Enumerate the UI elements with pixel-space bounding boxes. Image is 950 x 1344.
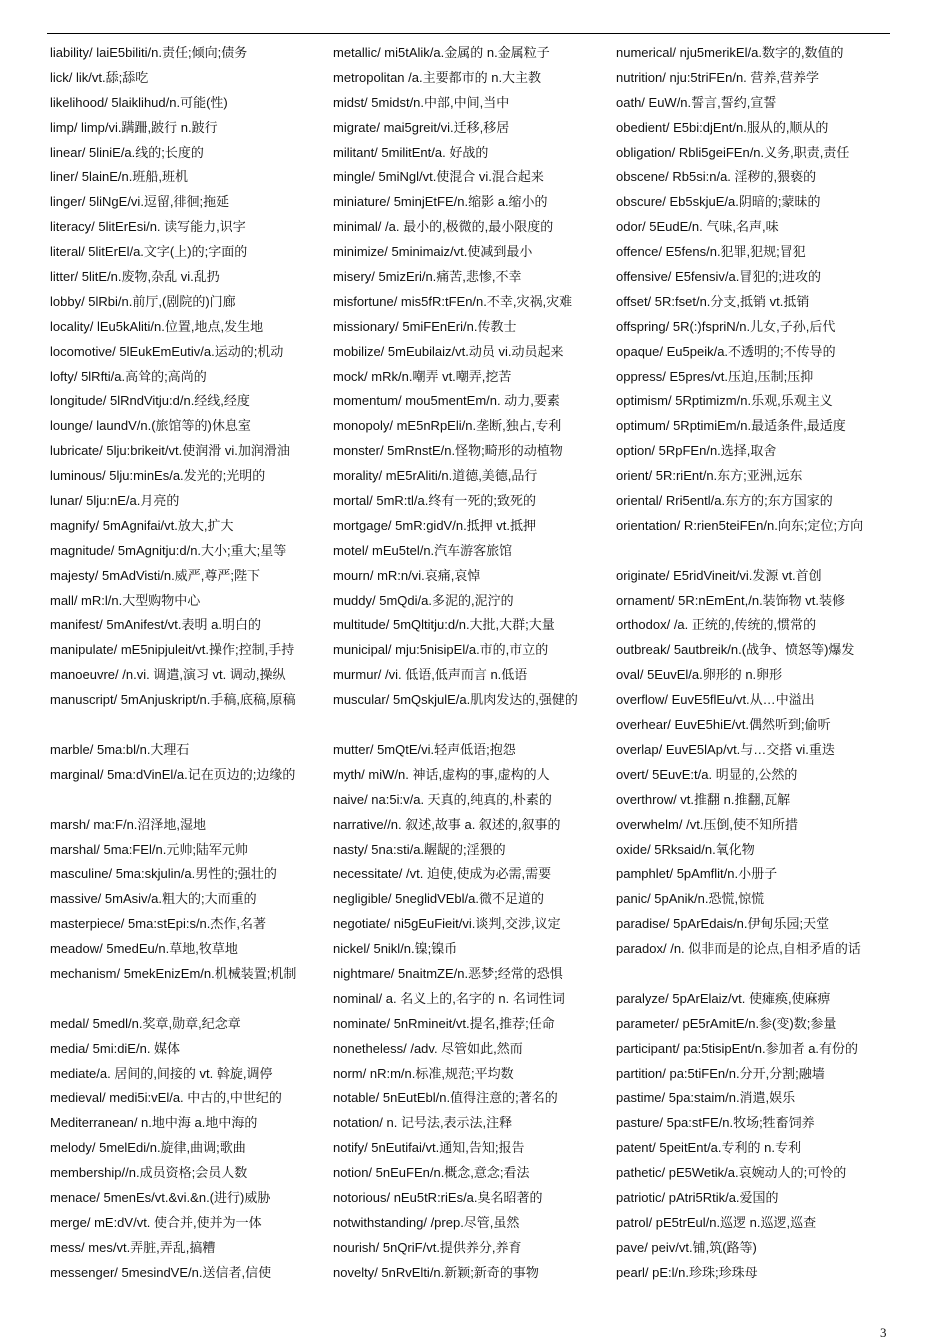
vocab-entry: outbreak/ 5autbreik/n.(战争、愤怒等)爆发 bbox=[616, 642, 855, 658]
vocab-entry: obscure/ Eb5skjuE/a.阴暗的;蒙昧的 bbox=[616, 194, 821, 210]
vocab-entry: masterpiece/ 5ma:stEpi:s/n.杰作,名著 bbox=[50, 916, 267, 932]
vocab-entry: oppress/ E5pres/vt.压迫,压制;压抑 bbox=[616, 368, 814, 384]
vocab-entry: minimize/ 5minimaiz/vt.使减到最小 bbox=[333, 244, 533, 260]
vocab-entry: messenger/ 5mesindVE/n.送信者,信使 bbox=[50, 1264, 272, 1280]
vocab-entry: mechanism/ 5mekEnizEm/n.机械装置;机制 bbox=[50, 965, 297, 981]
vocab-entry: myth/ miW/n. 神话,虚构的事,虚构的人 bbox=[333, 766, 550, 782]
vocab-entry: patrol/ pE5trEul/n.巡逻 n.巡逻,巡查 bbox=[616, 1214, 817, 1230]
vocab-entry: masculine/ 5ma:skjulin/a.男性的;强壮的 bbox=[50, 866, 277, 882]
vocab-entry: offspring/ 5R(:)fspriN/n.儿女,子孙,后代 bbox=[616, 318, 836, 334]
vocab-entry: monster/ 5mRnstE/n.怪物;畸形的动植物 bbox=[333, 443, 563, 459]
vocab-entry: longitude/ 5lRndVitju:d/n.经线,经度 bbox=[50, 393, 250, 409]
vocab-entry: lubricate/ 5lju:brikeit/vt.使润滑 vi.加润滑油 bbox=[50, 443, 290, 459]
vocab-entry: manifest/ 5mAnifest/vt.表明 a.明白的 bbox=[50, 617, 261, 633]
vocab-entry: liability/ laiE5biliti/n.责任;倾向;债务 bbox=[50, 45, 248, 60]
vocab-entry: obedient/ E5bi:djEnt/n.服从的,顺从的 bbox=[616, 119, 829, 135]
vocab-entry: obligation/ Rbli5geiFEn/n.义务,职责,责任 bbox=[616, 144, 850, 160]
vocab-entry: novelty/ 5nRvElti/n.新颖;新奇的事物 bbox=[333, 1264, 539, 1280]
vocab-entry: monopoly/ mE5nRpEli/n.垄断,独占,专利 bbox=[333, 418, 562, 434]
vocab-entry: manipulate/ mE5nipjuleit/vt.操作;控制,手持 bbox=[50, 642, 295, 658]
vocab-entry: literacy/ 5litErEsi/n. 读写能力,识字 bbox=[50, 219, 246, 235]
vocab-entry: patent/ 5peitEnt/a.专利的 n.专利 bbox=[616, 1140, 801, 1156]
vocab-entry: overwhelm/ /vt.压倒,使不知所措 bbox=[616, 816, 799, 832]
vocab-entry: optimism/ 5Rptimizm/n.乐观,乐观主义 bbox=[616, 393, 833, 409]
vocab-entry: metallic/ mi5tAlik/a.金属的 n.金属粒子 bbox=[333, 45, 550, 60]
vocab-entry: panic/ 5pAnik/n.恐慌,惊慌 bbox=[616, 891, 765, 907]
vocab-entry: massive/ 5mAsiv/a.粗大的;大而重的 bbox=[50, 891, 257, 907]
vocab-entry: muddy/ 5mQdi/a.多泥的,泥泞的 bbox=[333, 592, 514, 608]
vocab-entry: notion/ 5nEuFEn/n.概念,意念;看法 bbox=[333, 1165, 530, 1181]
blank-line bbox=[333, 713, 615, 738]
vocab-entry: nominate/ 5nRmineit/vt.提名,推荐;任命 bbox=[333, 1015, 555, 1031]
vocab-entry: paralyze/ 5pArElaiz/vt. 使瘫痪,使麻痹 bbox=[616, 990, 831, 1006]
vocab-entry: notwithstanding/ /prep.尽管,虽然 bbox=[333, 1214, 520, 1230]
column-3 bbox=[616, 41, 906, 1286]
vocab-entry: marginal/ 5ma:dVinEl/a.记在页边的;边缘的 bbox=[50, 766, 296, 782]
vocab-entry: medal/ 5medl/n.奖章,勋章,纪念章 bbox=[50, 1015, 241, 1031]
vocab-entry: missionary/ 5miFEnEri/n.传教士 bbox=[333, 318, 517, 334]
vocab-entry: majesty/ 5mAdVisti/n.威严,尊严;陛下 bbox=[50, 567, 260, 583]
vocab-entry: liner/ 5lainE/n.班船,班机 bbox=[50, 169, 188, 185]
vocab-entry: metropolitan /a.主要都市的 n.大主教 bbox=[333, 69, 542, 85]
vocab-entry: offset/ 5R:fset/n.分支,抵销 vt.抵销 bbox=[616, 293, 810, 309]
blank-line bbox=[50, 713, 332, 738]
vocab-entry: originate/ E5ridVineit/vi.发源 vt.首创 bbox=[616, 567, 822, 583]
vocab-entry: lounge/ laundV/n.(旅馆等的)休息室 bbox=[50, 418, 251, 434]
vocab-entry: mutter/ 5mQtE/vi.轻声低语;抱怨 bbox=[333, 741, 516, 757]
vocab-entry: nasty/ 5na:sti/a.龌龊的;淫猥的 bbox=[333, 841, 506, 857]
vocab-entry: manoeuvre/ /n.vi. 调遣,演习 vt. 调动,操纵 bbox=[50, 667, 286, 683]
vocab-entry: notify/ 5nEutifai/vt.通知,告知;报告 bbox=[333, 1140, 525, 1156]
top-rule bbox=[47, 33, 890, 34]
vocab-entry: lick/ lik/vt.舔;舔吃 bbox=[50, 69, 149, 85]
blank-line bbox=[616, 539, 906, 564]
vocab-entry: negotiate/ ni5gEuFieit/vi.谈判,交涉,议定 bbox=[333, 916, 561, 932]
vocab-entry: mortgage/ 5mR:gidV/n.抵押 vt.抵押 bbox=[333, 517, 537, 533]
vocab-entry: muscular/ 5mQskjulE/a.肌肉发达的,强健的 bbox=[333, 692, 578, 708]
vocab-entry: narrative//n. 叙述,故事 a. 叙述的,叙事的 bbox=[333, 816, 561, 832]
vocab-entry: mock/ mRk/n.嘲弄 vt.嘲弄,挖苦 bbox=[333, 368, 512, 384]
vocab-entry: norm/ nR:m/n.标准,规范;平均数 bbox=[333, 1065, 514, 1081]
vocab-entry: pasture/ 5pa:stFE/n.牧场;牲畜饲养 bbox=[616, 1115, 815, 1131]
vocab-entry: midst/ 5midst/n.中部,中间,当中 bbox=[333, 94, 510, 110]
vocab-entry: miniature/ 5minjEtFE/n.缩影 a.缩小的 bbox=[333, 194, 548, 210]
blank-line bbox=[616, 962, 906, 987]
vocab-entry: melody/ 5melEdi/n.旋律,曲调;歌曲 bbox=[50, 1140, 246, 1156]
vocab-entry: orthodox/ /a. 正统的,传统的,惯常的 bbox=[616, 617, 817, 633]
vocab-entry: nightmare/ 5naitmZE/n.恶梦;经常的恐惧 bbox=[333, 965, 563, 981]
vocab-entry: pearl/ pE:l/n.珍珠;珍珠母 bbox=[616, 1264, 758, 1280]
vocab-entry: offensive/ E5fensiv/a.冒犯的;进攻的 bbox=[616, 269, 821, 285]
vocab-entry: oxide/ 5Rksaid/n.氧化物 bbox=[616, 841, 755, 857]
vocab-entry: mall/ mR:l/n.大型购物中心 bbox=[50, 592, 201, 608]
vocab-entry: oval/ 5EuvEl/a.卵形的 n.卵形 bbox=[616, 667, 783, 683]
vocab-entry: obscene/ Rb5si:n/a. 淫秽的,猥亵的 bbox=[616, 169, 817, 185]
vocab-entry: overlap/ EuvE5lAp/vt.与…交搭 vi.重迭 bbox=[616, 741, 835, 757]
vocab-entry: manuscript/ 5mAnjuskript/n.手稿,底稿,原稿 bbox=[50, 692, 296, 708]
vocab-entry: overthrow/ vt.推翻 n.推翻,瓦解 bbox=[616, 791, 791, 807]
vocab-entry: marble/ 5ma:bl/n.大理石 bbox=[50, 741, 190, 757]
vocab-entry: magnitude/ 5mAgnitju:d/n.大小;重大;星等 bbox=[50, 542, 287, 558]
vocab-entry: membership//n.成员资格;会员人数 bbox=[50, 1165, 248, 1181]
vocab-entry: mess/ mes/vt.弄脏,弄乱,搞糟 bbox=[50, 1239, 216, 1255]
vocab-entry: naive/ na:5i:v/a. 天真的,纯真的,朴素的 bbox=[333, 791, 552, 807]
vocab-entry: linear/ 5liniE/a.线的;长度的 bbox=[50, 144, 204, 160]
vocab-entry: pave/ peiv/vt.铺,筑(路等) bbox=[616, 1239, 757, 1255]
vocab-entry: marshal/ 5ma:FEl/n.元帅;陆军元帅 bbox=[50, 841, 248, 857]
vocab-entry: ornament/ 5R:nEmEnt,/n.装饰物 vt.装修 bbox=[616, 592, 846, 608]
vocab-entry: municipal/ mju:5nisipEl/a.市的,市立的 bbox=[333, 642, 549, 658]
vocab-entry: nourish/ 5nQriF/vt.提供养分,养育 bbox=[333, 1239, 522, 1255]
vocab-entry: litter/ 5litE/n.废物,杂乱 vi.乱扔 bbox=[50, 269, 220, 285]
blank-line bbox=[50, 788, 332, 813]
vocab-entry: momentum/ mou5mentEm/n. 动力,要素 bbox=[333, 393, 560, 409]
vocab-entry: medieval/ medi5i:vEl/a. 中古的,中世纪的 bbox=[50, 1090, 282, 1106]
vocab-entry: marsh/ ma:F/n.沼泽地,湿地 bbox=[50, 816, 207, 832]
vocab-entry: mortal/ 5mR:tl/a.终有一死的;致死的 bbox=[333, 493, 536, 509]
vocab-entry: linger/ 5liNgE/vi.逗留,徘徊;拖延 bbox=[50, 194, 230, 210]
vocab-entry: option/ 5RpFEn/n.选择,取舍 bbox=[616, 443, 777, 459]
vocab-entry: nominal/ a. 名义上的,名字的 n. 名词性词 bbox=[333, 990, 565, 1006]
vocab-entry: notable/ 5nEutEbl/n.值得注意的;著名的 bbox=[333, 1090, 558, 1106]
vocab-entry: paradise/ 5pArEdais/n.伊甸乐园;天堂 bbox=[616, 916, 830, 932]
vocab-entry: oriental/ Rri5entl/a.东方的;东方国家的 bbox=[616, 493, 833, 509]
vocab-entry: pamphlet/ 5pAmflit/n.小册子 bbox=[616, 866, 778, 882]
vocab-entry: motel/ mEu5tel/n.汽车游客旅馆 bbox=[333, 542, 513, 558]
vocab-entry: necessitate/ /vt. 迫使,使成为必需,需要 bbox=[333, 866, 552, 882]
vocab-entry: partition/ pa:5tiFEn/n.分开,分割;融墙 bbox=[616, 1065, 825, 1081]
vocab-entry: mobilize/ 5mEubilaiz/vt.动员 vi.动员起来 bbox=[333, 343, 564, 359]
vocab-entry: mourn/ mR:n/vi.哀痛,哀悼 bbox=[333, 567, 481, 583]
vocab-entry: orientation/ R:rien5teiFEn/n.向东;定位;方向 bbox=[616, 517, 864, 533]
vocab-entry: offence/ E5fens/n.犯罪,犯规;冒犯 bbox=[616, 244, 806, 260]
vocab-entry: lobby/ 5lRbi/n.前厅,(剧院的)门廊 bbox=[50, 293, 236, 309]
vocab-entry: pastime/ 5pa:staim/n.消遣,娱乐 bbox=[616, 1090, 796, 1106]
vocab-entry: media/ 5mi:diE/n. 媒体 bbox=[50, 1040, 181, 1056]
vocab-entry: negligible/ 5neglidVEbl/a.微不足道的 bbox=[333, 891, 544, 907]
vocab-entry: murmur/ /vi. 低语,低声而言 n.低语 bbox=[333, 667, 528, 683]
vocab-entry: pathetic/ pE5Wetik/a.哀婉动人的;可怜的 bbox=[616, 1165, 847, 1181]
vocab-entry: odor/ 5EudE/n. 气味,名声,味 bbox=[616, 219, 779, 235]
vocab-entry: numerical/ nju5merikEl/a.数字的,数值的 bbox=[616, 45, 844, 60]
vocab-entry: misfortune/ mis5fR:tFEn/n.不幸,灾祸,灾难 bbox=[333, 293, 573, 309]
vocab-entry: merge/ mE:dV/vt. 使合并,使并为一体 bbox=[50, 1214, 262, 1230]
vocab-entry: lofty/ 5lRfti/a.高耸的;高尚的 bbox=[50, 368, 207, 384]
vocab-entry: magnify/ 5mAgnifai/vt.放大,扩大 bbox=[50, 517, 234, 533]
vocab-entry: meadow/ 5medEu/n.草地,牧草地 bbox=[50, 941, 238, 957]
vocab-entry: patriotic/ pAtri5Rtik/a.爱国的 bbox=[616, 1189, 779, 1205]
vocab-entry: optimum/ 5RptimiEm/n.最适条件,最适度 bbox=[616, 418, 846, 434]
vocab-entry: paradox/ /n. 似非而是的论点,自相矛盾的话 bbox=[616, 941, 861, 957]
vocab-entry: likelihood/ 5laiklihud/n.可能(性) bbox=[50, 94, 228, 110]
page-number: 3 bbox=[880, 1325, 887, 1340]
vocab-entry: luminous/ 5lju:minEs/a.发光的;光明的 bbox=[50, 468, 266, 484]
vocab-entry: opaque/ Eu5peik/a.不透明的;不传导的 bbox=[616, 343, 836, 359]
vocab-entry: menace/ 5menEs/vt.&vi.&n.(进行)威胁 bbox=[50, 1189, 271, 1205]
vocab-entry: notorious/ nEu5tR:riEs/a.臭名昭著的 bbox=[333, 1189, 543, 1205]
vocab-entry: mingle/ 5miNgl/vt.使混合 vi.混合起来 bbox=[333, 169, 544, 185]
vocab-entry: militant/ 5militEnt/a. 好战的 bbox=[333, 144, 489, 160]
column-1 bbox=[50, 41, 332, 1286]
vocab-entry: minimal/ /a. 最小的,极微的,最小限度的 bbox=[333, 219, 554, 235]
vocab-entry: overhear/ EuvE5hiE/vt.偶然听到;偷听 bbox=[616, 717, 831, 733]
vocab-entry: nutrition/ nju:5triFEn/n. 营养,营养学 bbox=[616, 69, 820, 85]
vocab-entry: limp/ limp/vi.蹒跚,跛行 n.跛行 bbox=[50, 119, 218, 135]
vocab-entry: morality/ mE5rAliti/n.道德,美德,品行 bbox=[333, 468, 538, 484]
vocab-entry: mediate/a. 居间的,间接的 vt. 斡旋,调停 bbox=[50, 1065, 273, 1081]
vocab-entry: migrate/ mai5greit/vi.迁移,移居 bbox=[333, 119, 510, 135]
vocab-entry: misery/ 5mizEri/n.痛苦,悲惨,不幸 bbox=[333, 269, 522, 285]
vocab-entry: orient/ 5R:riEnt/n.东方;亚洲,远东 bbox=[616, 468, 803, 484]
vocab-entry: oath/ EuW/n.誓言,誓约,宣誓 bbox=[616, 94, 777, 110]
vocab-entry: lunar/ 5lju:nE/a.月亮的 bbox=[50, 493, 180, 509]
vocab-entry: overflow/ EuvE5flEu/vt.从…中溢出 bbox=[616, 692, 815, 708]
vocab-entry: nickel/ 5nikl/n.镍;镍币 bbox=[333, 941, 458, 957]
column-2 bbox=[333, 41, 615, 1286]
vocab-entry: locomotive/ 5lEukEmEutiv/a.运动的;机动 bbox=[50, 343, 284, 359]
vocab-entry: Mediterranean/ n.地中海 a.地中海的 bbox=[50, 1115, 258, 1131]
vocab-entry: overt/ 5EuvE:t/a. 明显的,公然的 bbox=[616, 766, 798, 782]
vocab-entry: participant/ pa:5tisipEnt/n.参加者 a.有份的 bbox=[616, 1040, 859, 1056]
blank-line bbox=[50, 987, 332, 1012]
vocab-entry: parameter/ pE5rAmitE/n.参(变)数;参量 bbox=[616, 1015, 837, 1031]
vocab-entry: multitude/ 5mQltitju:d/n.大批,大群;大量 bbox=[333, 617, 555, 633]
vocab-entry: locality/ lEu5kAliti/n.位置,地点,发生地 bbox=[50, 318, 264, 334]
vocab-entry: nonetheless/ /adv. 尽管如此,然而 bbox=[333, 1040, 523, 1056]
vocab-entry: literal/ 5litErEl/a.文字(上)的;字面的 bbox=[50, 244, 248, 260]
vocab-entry: notation/ n. 记号法,表示法,注释 bbox=[333, 1115, 513, 1131]
